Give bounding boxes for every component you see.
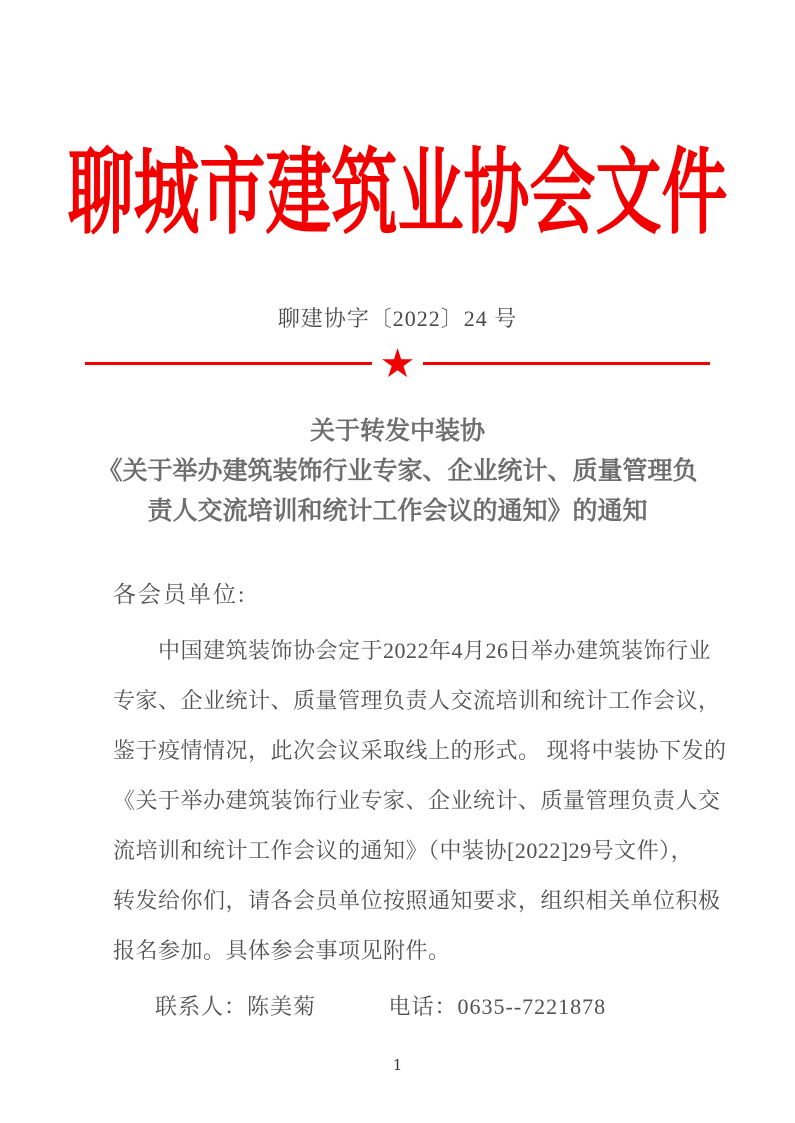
star-icon: ★ bbox=[379, 341, 416, 386]
contact-phone: 电话：0635--7221878 bbox=[388, 994, 607, 1019]
body-paragraph bbox=[113, 626, 795, 976]
body-line: 《关于举办建筑装饰行业专家、企业统计、质量管理负责人交 bbox=[113, 788, 721, 813]
contact-person: 联系人：陈美菊 bbox=[155, 994, 317, 1019]
page-number: 1 bbox=[392, 1056, 403, 1074]
body-line: 中国建筑装饰协会定于2022年4月26日举办建筑装饰行业 bbox=[158, 638, 712, 663]
notice-title bbox=[0, 411, 795, 531]
body-line: 鉴于疫情情况，此次会议采取线上的形式。 现将中装协下发的 bbox=[113, 738, 727, 763]
contact-line bbox=[155, 982, 795, 1032]
divider-line-right bbox=[423, 362, 710, 365]
notice-title-line: 《关于举办建筑装饰行业专家、企业统计、质量管理负 bbox=[97, 457, 698, 485]
salutation: 各会员单位: bbox=[113, 582, 247, 607]
notice-title-line: 关于转发中装协 bbox=[309, 417, 485, 445]
notice-title-line: 责人交流培训和统计工作会议的通知》的通知 bbox=[147, 497, 648, 525]
masthead bbox=[0, 0, 795, 250]
body-line: 专家、企业统计、质量管理负责人交流培训和统计工作会议， bbox=[113, 688, 721, 713]
body-line: 报名参加。具体参会事项见附件。 bbox=[113, 938, 451, 963]
divider-line-left bbox=[85, 362, 372, 365]
body-line: 流培训和统计工作会议的通知》（中装协[2022]29号文件）， bbox=[113, 838, 694, 863]
red-divider bbox=[0, 341, 795, 386]
masthead-title: 聊城市建筑业协会文件 bbox=[67, 142, 728, 247]
doc-number: 聊建协字〔2022〕24 号 bbox=[277, 306, 518, 331]
body-line: 转发给你们，请各会员单位按照通知要求，组织相关单位积极 bbox=[113, 888, 721, 913]
